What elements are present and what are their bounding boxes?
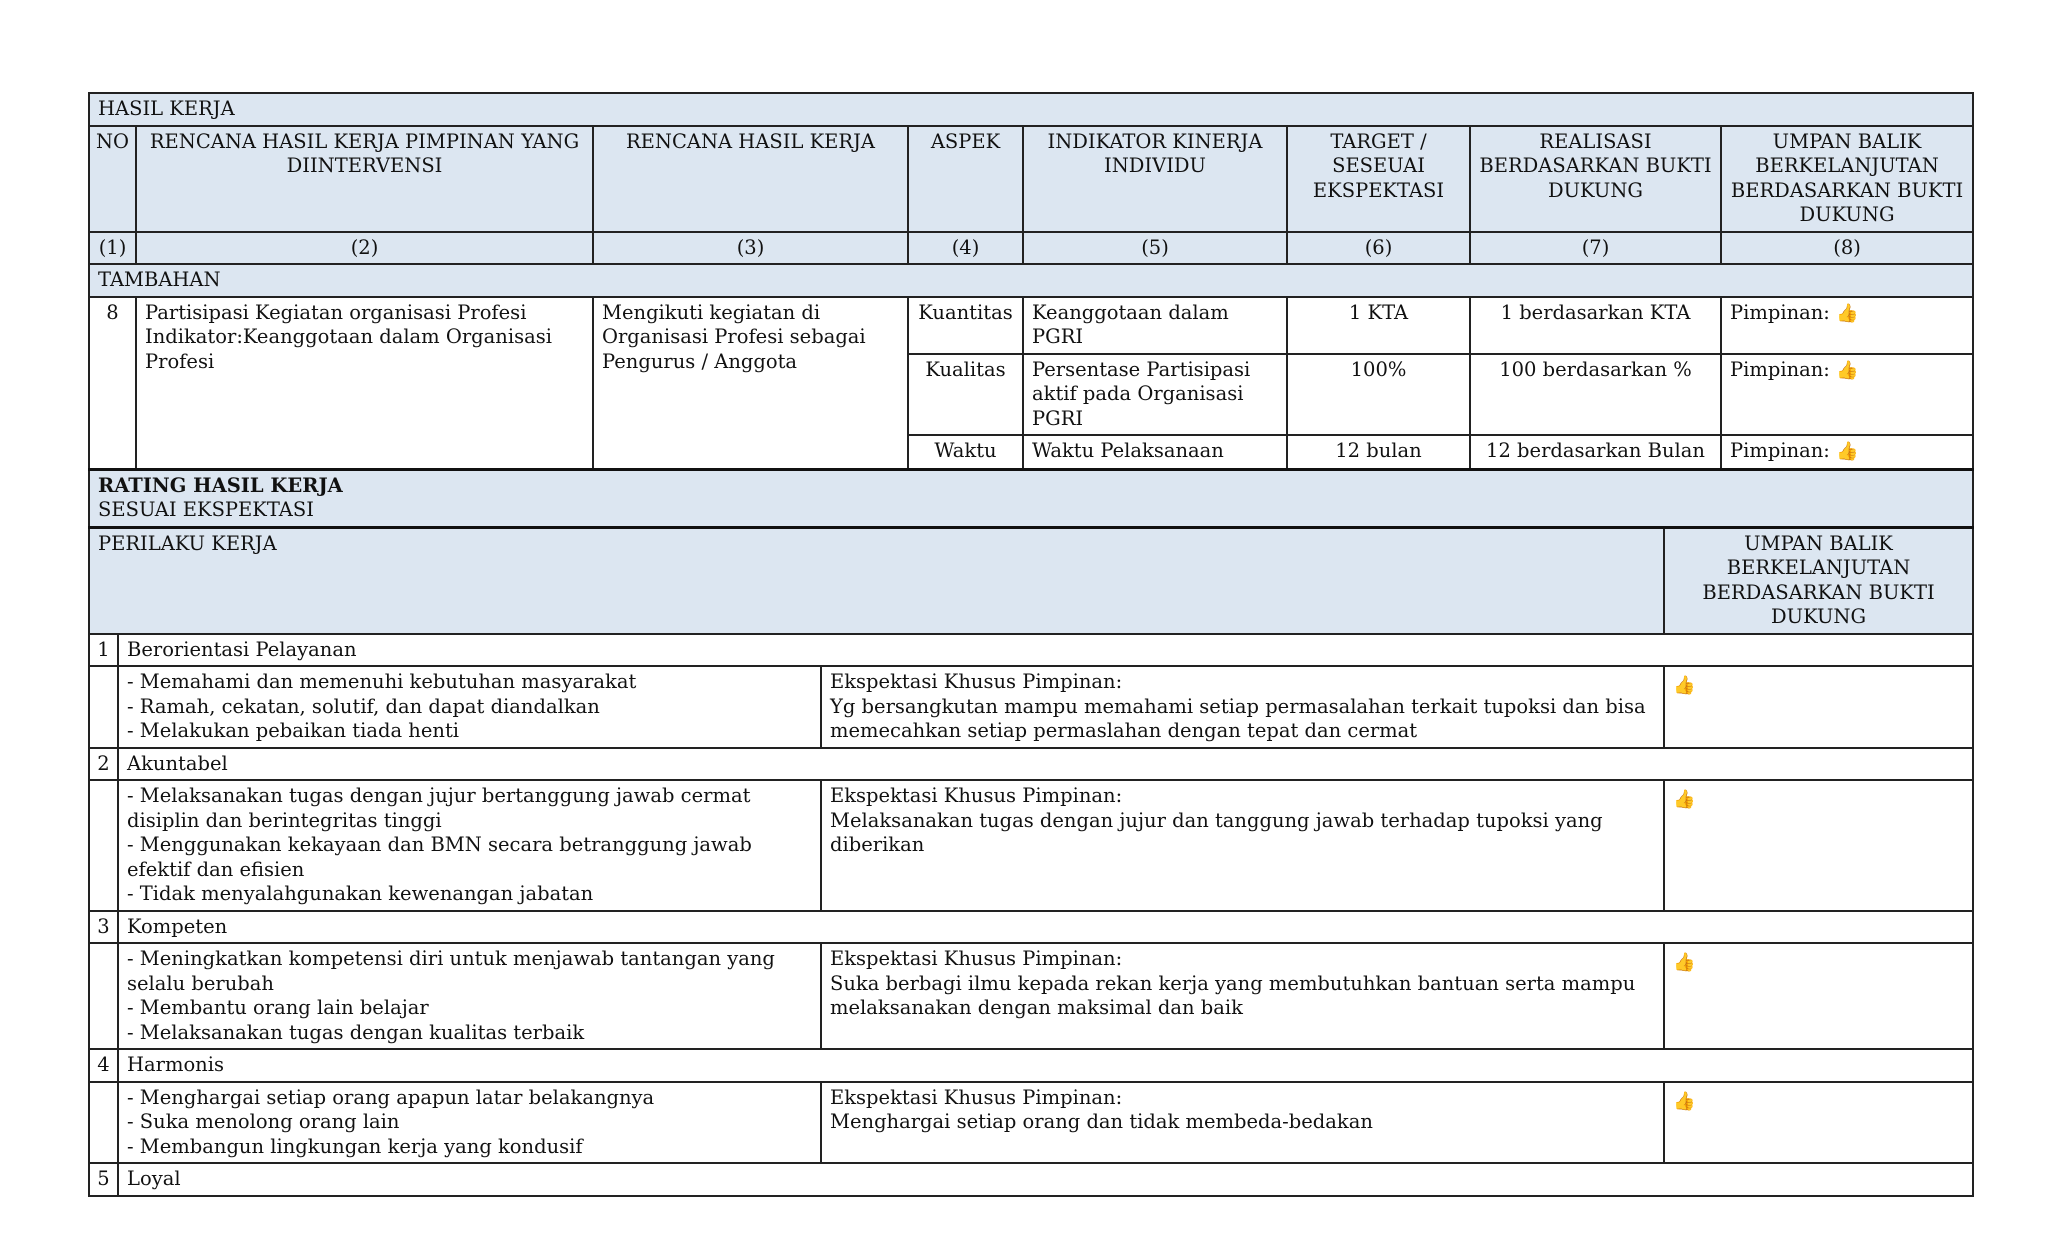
pointing-hand-icon: 👍 [1673,952,1696,973]
realisasi-cell: 1 berdasarkan KTA [1470,297,1721,354]
empty-cell [89,1082,118,1164]
target-cell: 100% [1287,354,1470,436]
perilaku-number: 5 [89,1163,118,1196]
perilaku-number: 3 [89,911,118,944]
realisasi-cell: 100 berdasarkan % [1470,354,1721,436]
perilaku-title: PERILAKU KERJA [89,527,1664,634]
pointing-hand-icon: 👍 [1836,302,1859,324]
empty-cell [89,666,118,748]
feedback-cell [1664,1082,1973,1164]
header-indikator: INDIKATOR KINERJA INDIVIDU [1023,126,1287,232]
col-number: (6) [1287,232,1470,265]
col-number: (8) [1721,232,1973,265]
perilaku-item [89,1049,1973,1082]
rating-cell [89,469,1973,527]
feedback-cell [1664,666,1973,748]
perilaku-number: 2 [89,748,118,781]
umpan-balik-cell [1721,435,1973,469]
indikator-cell: Keanggotaan dalam PGRI [1023,297,1287,354]
pimpinan-label: Pimpinan: [1730,357,1830,381]
pointing-hand-icon: 👍 [1673,1090,1696,1112]
rating-title: RATING HASIL KERJA [98,473,343,497]
document-page [88,92,1972,1197]
pointing-hand-icon: 👍 [1673,789,1696,810]
hasil-kerja-table [88,92,1974,528]
perilaku-detail-row [89,1082,1973,1164]
expectation-text: Yg bersangkutan mampu memahami setiap permasalahan terkait tupoksi dan bisa memecahkan setiap permaslahan dengan tepat dan cermat [830,694,1646,742]
expectation-text: Suka berbagi ilmu kepada rekan kerja yang membutuhkan bantuan serta mampu melaksanakan dengan maksimal dan baik [830,971,1636,1019]
col-number: (5) [1023,232,1287,265]
expectation-text: Menghargai setiap orang dan tidak membeda-bedakan [830,1110,1373,1133]
perilaku-name: Akuntabel [118,748,1973,781]
indikator-cell: Waktu Pelaksanaan [1023,435,1287,469]
pimpinan-label: Pimpinan: [1730,439,1830,462]
expectation-text: Melaksanakan tugas dengan jujur dan tanggung jawab terhadap tupoksi yang diberikan [830,808,1603,856]
col-number: (1) [89,232,136,265]
header-no: NO [89,126,136,232]
perilaku-item [89,1163,1973,1196]
perilaku-name: Kompeten [118,911,1973,944]
col-number: (7) [1470,232,1721,265]
aspek-cell: Waktu [908,435,1023,469]
aspek-cell: Kuantitas [908,297,1023,354]
umpan-balik-cell [1721,354,1973,436]
target-cell: 12 bulan [1287,435,1470,469]
rating-value: SESUAI EKSPEKTASI [98,498,314,521]
header-realisasi: REALISASI BERDASARKAN BUKTI DUKUNG [1470,126,1721,232]
col-number: (4) [908,232,1023,265]
perilaku-points: - Melaksanakan tugas dengan jujur bertanggung jawab cermat disiplin dan berintegritas tinggi - Menggunakan kekayaan dan BMN secara betranggung jawab efektif dan efisien - Tidak menyalahgunakan kewenangan jabatan [118,780,821,911]
expectation-cell [821,666,1664,748]
col-number: (3) [593,232,908,265]
perilaku-detail-row [89,780,1973,911]
perilaku-item [89,911,1973,944]
header-umpan-balik: UMPAN BALIK BERKELANJUTAN BERDASARKAN BUKTI DUKUNG [1721,126,1973,232]
expectation-label: Ekspektasi Khusus Pimpinan: [830,670,1123,693]
perilaku-points: - Memahami dan memenuhi kebutuhan masyarakat - Ramah, cekatan, solutif, dan dapat diandalkan - Melakukan pebaikan tiada henti [118,666,821,748]
pointing-hand-icon: 👍 [1836,441,1859,462]
expectation-cell [821,780,1664,911]
perilaku-feedback-header: UMPAN BALIK BERKELANJUTAN BERDASARKAN BUKTI DUKUNG [1664,527,1973,634]
expectation-cell [821,943,1664,1049]
item-number: 8 [89,297,136,470]
header-target: TARGET / SESEUAI EKSPEKTASI [1287,126,1470,232]
group-label-tambahan: TAMBAHAN [89,264,1973,297]
indikator-cell: Persentase Partisipasi aktif pada Organisasi PGRI [1023,354,1287,436]
umpan-balik-cell [1721,297,1973,354]
section-title-hasil-kerja: HASIL KERJA [89,93,1973,126]
pimpinan-label: Pimpinan: [1730,300,1830,324]
perilaku-number: 4 [89,1049,118,1082]
perilaku-points: - Meningkatkan kompetensi diri untuk menjawab tantangan yang selalu berubah - Membantu orang lain belajar - Melaksanakan tugas dengan kualitas terbaik [118,943,821,1049]
perilaku-item [89,748,1973,781]
expectation-cell [821,1082,1664,1164]
rencana-pimpinan-cell: Partisipasi Kegiatan organisasi Profesi Indikator:Keanggotaan dalam Organisasi Profesi [136,297,593,470]
expectation-label: Ekspektasi Khusus Pimpinan: [830,784,1123,807]
expectation-label: Ekspektasi Khusus Pimpinan: [830,1085,1123,1109]
rencana-cell: Mengikuti kegiatan di Organisasi Profesi sebagai Pengurus / Anggota [593,297,908,470]
perilaku-detail-row [89,943,1973,1049]
target-cell: 1 KTA [1287,297,1470,354]
perilaku-name: Berorientasi Pelayanan [118,634,1973,667]
feedback-cell [1664,943,1973,1049]
perilaku-points: - Menghargai setiap orang apapun latar belakangnya - Suka menolong orang lain - Membangun lingkungan kerja yang kondusif [118,1082,821,1164]
empty-cell [89,943,118,1049]
table-row [89,297,1973,354]
header-rencana-pimpinan: RENCANA HASIL KERJA PIMPINAN YANG DIINTERVENSI [136,126,593,232]
perilaku-number: 1 [89,634,118,667]
header-aspek: ASPEK [908,126,1023,232]
perilaku-name: Harmonis [118,1049,1973,1082]
pointing-hand-icon: 👍 [1673,675,1696,696]
feedback-cell [1664,780,1973,911]
perilaku-kerja-table [88,526,1974,1197]
realisasi-cell: 12 berdasarkan Bulan [1470,435,1721,469]
aspek-cell: Kualitas [908,354,1023,436]
empty-cell [89,780,118,911]
perilaku-name: Loyal [118,1163,1973,1196]
perilaku-detail-row [89,666,1973,748]
header-rencana: RENCANA HASIL KERJA [593,126,908,232]
perilaku-item [89,634,1973,667]
col-number: (2) [136,232,593,265]
pointing-hand-icon: 👍 [1836,359,1859,381]
expectation-label: Ekspektasi Khusus Pimpinan: [830,947,1123,970]
